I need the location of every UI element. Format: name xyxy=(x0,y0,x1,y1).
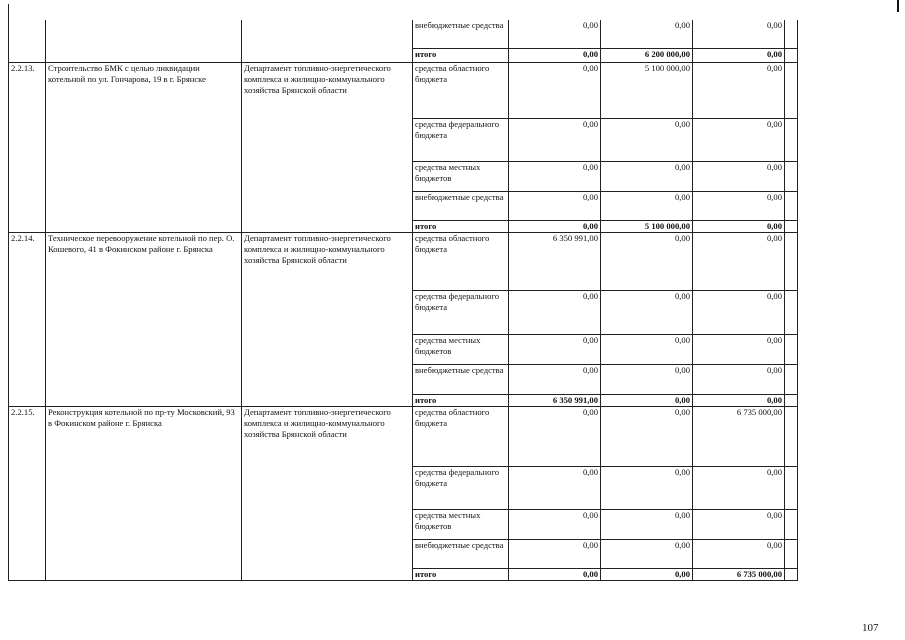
amount-year-3: 0,00 xyxy=(693,539,785,568)
amount-year-1: 0,00 xyxy=(509,20,601,48)
funding-source: средства областного бюджета xyxy=(413,232,509,290)
extra-cell xyxy=(785,394,798,406)
extra-cell xyxy=(785,509,798,539)
amount-year-1: 6 350 991,00 xyxy=(509,394,601,406)
funding-source: средства федерального бюджета xyxy=(413,118,509,161)
amount-year-3: 0,00 xyxy=(693,509,785,539)
amount-year-3: 0,00 xyxy=(693,232,785,290)
amount-year-1: 0,00 xyxy=(509,406,601,466)
page-number: 107 xyxy=(862,622,879,634)
extra-cell xyxy=(785,568,798,580)
extra-cell xyxy=(785,62,798,118)
amount-year-2: 0,00 xyxy=(601,232,693,290)
extra-cell xyxy=(785,539,798,568)
project-department: Департамент топливно-энергетического комплекса и жилищно-коммунального хозяйства Брянской области xyxy=(242,232,413,406)
funding-source: средства областного бюджета xyxy=(413,62,509,118)
project-name: Техническое перевооружение котельной по пер. О. Кошевого, 41 в Фокинском районе г. Брянска xyxy=(46,232,242,406)
scan-margin-mark xyxy=(897,0,899,12)
amount-year-3: 0,00 xyxy=(693,62,785,118)
amount-year-3: 0,00 xyxy=(693,290,785,334)
funding-source: итого xyxy=(413,394,509,406)
amount-year-3: 6 735 000,00 xyxy=(693,406,785,466)
amount-year-2: 0,00 xyxy=(601,509,693,539)
funding-source: средства областного бюджета xyxy=(413,406,509,466)
project-number: 2.2.14. xyxy=(9,232,46,406)
amount-year-2: 0,00 xyxy=(601,334,693,364)
amount-year-2: 0,00 xyxy=(601,539,693,568)
amount-year-2: 0,00 xyxy=(601,20,693,48)
amount-year-2: 6 200 000,00 xyxy=(601,48,693,62)
department-cell xyxy=(242,20,413,62)
funding-source: итого xyxy=(413,568,509,580)
extra-cell xyxy=(785,161,798,191)
amount-year-1: 0,00 xyxy=(509,509,601,539)
funding-source: итого xyxy=(413,48,509,62)
amount-year-2: 0,00 xyxy=(601,191,693,220)
amount-year-2: 0,00 xyxy=(601,568,693,580)
amount-year-3: 6 735 000,00 xyxy=(693,568,785,580)
project-number: 2.2.15. xyxy=(9,406,46,580)
amount-year-1: 0,00 xyxy=(509,334,601,364)
funding-source: итого xyxy=(413,220,509,232)
project-name: Строительство БМК с целью ликвидации котельной по ул. Гончарова, 19 в г. Брянске xyxy=(46,62,242,232)
funding-source: средства местных бюджетов xyxy=(413,161,509,191)
amount-year-1: 6 350 991,00 xyxy=(509,232,601,290)
amount-year-3: 0,00 xyxy=(693,118,785,161)
extra-cell xyxy=(785,334,798,364)
amount-year-1: 0,00 xyxy=(509,62,601,118)
extra-cell xyxy=(785,406,798,466)
amount-year-3: 0,00 xyxy=(693,161,785,191)
project-department: Департамент топливно-энергетического комплекса и жилищно-коммунального хозяйства Брянской области xyxy=(242,62,413,232)
table-row xyxy=(9,62,798,118)
amount-year-1: 0,00 xyxy=(509,290,601,334)
amount-year-3: 0,00 xyxy=(693,394,785,406)
amount-year-1: 0,00 xyxy=(509,539,601,568)
project-number: 2.2.13. xyxy=(9,62,46,232)
project-name-cell xyxy=(46,20,242,62)
funding-source: внебюджетные средства xyxy=(413,539,509,568)
amount-year-2: 0,00 xyxy=(601,406,693,466)
funding-source: внебюджетные средства xyxy=(413,191,509,220)
project-department: Департамент топливно-энергетического комплекса и жилищно-коммунального хозяйства Брянской области xyxy=(242,406,413,580)
amount-year-1: 0,00 xyxy=(509,364,601,394)
table-row xyxy=(9,20,798,48)
amount-year-3: 0,00 xyxy=(693,466,785,509)
amount-year-1: 0,00 xyxy=(509,568,601,580)
funding-source: средства местных бюджетов xyxy=(413,509,509,539)
amount-year-2: 0,00 xyxy=(601,364,693,394)
extra-cell xyxy=(785,48,798,62)
table-row xyxy=(9,232,798,290)
amount-year-1: 0,00 xyxy=(509,161,601,191)
funding-table xyxy=(8,20,798,581)
extra-cell xyxy=(785,290,798,334)
extra-cell xyxy=(785,220,798,232)
amount-year-2: 0,00 xyxy=(601,466,693,509)
amount-year-2: 0,00 xyxy=(601,394,693,406)
amount-year-1: 0,00 xyxy=(509,220,601,232)
amount-year-1: 0,00 xyxy=(509,191,601,220)
amount-year-1: 0,00 xyxy=(509,48,601,62)
extra-cell xyxy=(785,118,798,161)
funding-source: средства федерального бюджета xyxy=(413,466,509,509)
extra-cell xyxy=(785,364,798,394)
funding-source: внебюджетные средства xyxy=(413,20,509,48)
amount-year-3: 0,00 xyxy=(693,191,785,220)
amount-year-2: 0,00 xyxy=(601,290,693,334)
funding-source: средства местных бюджетов xyxy=(413,334,509,364)
funding-source: средства федерального бюджета xyxy=(413,290,509,334)
amount-year-2: 5 100 000,00 xyxy=(601,220,693,232)
amount-year-3: 0,00 xyxy=(693,48,785,62)
amount-year-2: 5 100 000,00 xyxy=(601,62,693,118)
extra-cell xyxy=(785,191,798,220)
extra-cell xyxy=(785,20,798,48)
amount-year-3: 0,00 xyxy=(693,220,785,232)
amount-year-1: 0,00 xyxy=(509,118,601,161)
extra-cell xyxy=(785,232,798,290)
project-name: Реконструкция котельной по пр-ту Московский, 93 в Фокинском районе г. Брянска xyxy=(46,406,242,580)
table-row xyxy=(9,406,798,466)
funding-source: внебюджетные средства xyxy=(413,364,509,394)
amount-year-3: 0,00 xyxy=(693,334,785,364)
amount-year-2: 0,00 xyxy=(601,161,693,191)
amount-year-3: 0,00 xyxy=(693,364,785,394)
amount-year-1: 0,00 xyxy=(509,466,601,509)
amount-year-2: 0,00 xyxy=(601,118,693,161)
number-cell xyxy=(9,20,46,62)
extra-cell xyxy=(785,466,798,509)
table-left-edge xyxy=(8,4,9,20)
amount-year-3: 0,00 xyxy=(693,20,785,48)
